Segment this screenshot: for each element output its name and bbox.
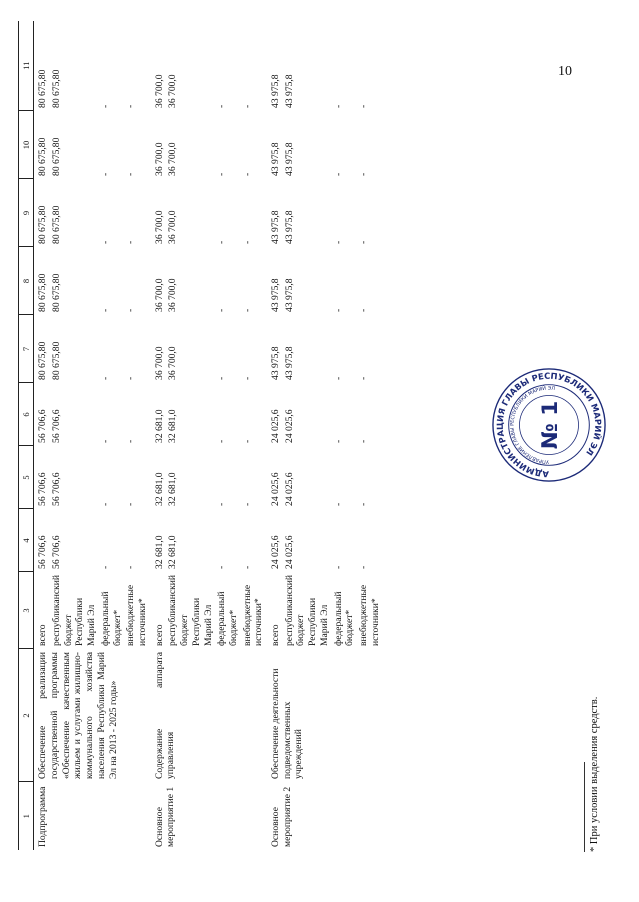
- value-cell: -: [241, 376, 253, 380]
- value-cell: 24 025,6: [270, 409, 282, 443]
- section-type: Основное мероприятие 2: [270, 786, 293, 847]
- value-cell: -: [332, 104, 344, 108]
- row-label: федеральный бюджет*: [332, 591, 356, 646]
- value-cell: 24 025,6: [283, 409, 295, 443]
- value-cell: 32 681,0: [167, 472, 179, 506]
- header-cell: 9: [19, 179, 34, 247]
- value-cell: -: [241, 308, 253, 312]
- row-label: федеральный бюджет*: [216, 591, 239, 646]
- stamp-number: № 1: [537, 400, 563, 450]
- value-cell: -: [357, 376, 369, 380]
- value-cell: 36 700,0: [153, 74, 165, 108]
- value-cell: 24 025,6: [270, 535, 282, 569]
- row-label: внебюджетные источники*: [357, 584, 381, 646]
- value-cell: -: [216, 502, 228, 506]
- value-cell: -: [125, 565, 137, 569]
- row-label: федеральный бюджет*: [99, 591, 123, 646]
- value-cell: 43 975,8: [270, 74, 282, 108]
- value-cell: -: [241, 565, 253, 569]
- table-header-row: [19, 21, 34, 850]
- value-cell: -: [99, 172, 111, 176]
- value-cell: -: [216, 308, 228, 312]
- table-row: [34, 21, 50, 850]
- stamp-inner-text: УПРАВЛЕНИЕ ГЛАВЫ РЕСПУБЛИКИ МАРИЙ ЭЛ: [509, 385, 556, 465]
- header-cell: 8: [19, 247, 34, 315]
- value-cell: 36 700,0: [167, 346, 179, 380]
- footnote: * При условии выделения средств.: [589, 696, 600, 852]
- value-cell: 36 700,0: [167, 210, 179, 244]
- value-cell: -: [241, 172, 253, 176]
- header-cell: 6: [19, 383, 34, 446]
- official-stamp: [490, 366, 608, 484]
- row-label: внебюджетные источники*: [241, 584, 265, 646]
- header-cell: 10: [19, 111, 34, 179]
- value-cell: 56 706,6: [51, 409, 63, 443]
- stamp-ring-text: АДМИНИСТРАЦИЯ ГЛАВЫ РЕСПУБЛИКИ МАРИЙ ЭЛ: [494, 370, 604, 480]
- value-cell: -: [125, 240, 137, 244]
- value-cell: -: [357, 104, 369, 108]
- row-label: всего: [153, 624, 165, 646]
- value-cell: -: [241, 502, 253, 506]
- value-cell: 80 675,80: [37, 341, 49, 380]
- value-cell: 32 681,0: [167, 535, 179, 569]
- value-cell: 43 975,8: [270, 142, 282, 176]
- value-cell: -: [241, 104, 253, 108]
- value-cell: -: [241, 240, 253, 244]
- value-cell: 80 675,80: [51, 69, 63, 108]
- value-cell: 24 025,6: [283, 472, 295, 506]
- value-cell: 36 700,0: [167, 278, 179, 312]
- row-label: всего: [270, 624, 282, 646]
- value-cell: 80 675,80: [51, 273, 63, 312]
- value-cell: -: [99, 240, 111, 244]
- value-cell: 36 700,0: [153, 346, 165, 380]
- value-cell: -: [99, 439, 111, 443]
- section-type: Подпрограмма: [37, 786, 49, 847]
- value-cell: -: [357, 172, 369, 176]
- value-cell: 43 975,8: [270, 346, 282, 380]
- value-cell: 43 975,8: [283, 74, 295, 108]
- value-cell: -: [357, 502, 369, 506]
- value-cell: 32 681,0: [153, 409, 165, 443]
- row-label: всего: [37, 624, 49, 646]
- header-cell: 2: [19, 649, 34, 782]
- value-cell: -: [357, 439, 369, 443]
- value-cell: 36 700,0: [167, 74, 179, 108]
- value-cell: 36 700,0: [153, 210, 165, 244]
- value-cell: 32 681,0: [167, 409, 179, 443]
- value-cell: -: [216, 376, 228, 380]
- value-cell: -: [216, 172, 228, 176]
- value-cell: -: [332, 172, 344, 176]
- value-cell: 80 675,80: [37, 205, 49, 244]
- value-cell: -: [125, 308, 137, 312]
- table-row: [266, 21, 283, 850]
- value-cell: -: [125, 439, 137, 443]
- value-cell: 80 675,80: [37, 273, 49, 312]
- value-cell: -: [357, 308, 369, 312]
- value-cell: 36 700,0: [153, 142, 165, 176]
- value-cell: 36 700,0: [167, 142, 179, 176]
- value-cell: -: [332, 502, 344, 506]
- value-cell: 43 975,8: [270, 210, 282, 244]
- value-cell: -: [99, 565, 111, 569]
- value-cell: -: [216, 104, 228, 108]
- value-cell: 80 675,80: [51, 341, 63, 380]
- page-number: 10: [558, 64, 572, 79]
- table-row: [150, 21, 167, 850]
- value-cell: 80 675,80: [37, 69, 49, 108]
- value-cell: 56 706,6: [37, 472, 49, 506]
- value-cell: 80 675,80: [51, 205, 63, 244]
- header-cell: 5: [19, 446, 34, 509]
- value-cell: -: [357, 565, 369, 569]
- value-cell: -: [216, 565, 228, 569]
- value-cell: 24 025,6: [270, 472, 282, 506]
- header-cell: 1: [19, 782, 34, 850]
- header-cell: 11: [19, 21, 34, 111]
- value-cell: -: [332, 308, 344, 312]
- value-cell: 56 706,6: [51, 535, 63, 569]
- value-cell: 32 681,0: [153, 535, 165, 569]
- value-cell: 56 706,6: [37, 409, 49, 443]
- row-label: республиканский бюджет Республики Марий Эл: [283, 574, 330, 646]
- value-cell: 80 675,80: [51, 137, 63, 176]
- value-cell: -: [357, 240, 369, 244]
- value-cell: -: [125, 172, 137, 176]
- value-cell: 43 975,8: [283, 278, 295, 312]
- value-cell: 43 975,8: [283, 210, 295, 244]
- footnote-divider: [584, 762, 585, 852]
- value-cell: -: [332, 240, 344, 244]
- value-cell: 56 706,6: [51, 472, 63, 506]
- value-cell: 32 681,0: [153, 472, 165, 506]
- value-cell: -: [99, 502, 111, 506]
- value-cell: -: [125, 376, 137, 380]
- value-cell: -: [216, 439, 228, 443]
- value-cell: 24 025,6: [283, 535, 295, 569]
- header-cell: 3: [19, 572, 34, 649]
- row-label: внебюджетные источники*: [125, 584, 148, 646]
- budget-table: [18, 21, 382, 850]
- value-cell: -: [99, 104, 111, 108]
- header-cell: 7: [19, 315, 34, 383]
- value-cell: -: [99, 308, 111, 312]
- value-cell: -: [332, 565, 344, 569]
- value-cell: 56 706,6: [37, 535, 49, 569]
- header-cell: 4: [19, 509, 34, 572]
- value-cell: 80 675,80: [37, 137, 49, 176]
- value-cell: -: [332, 439, 344, 443]
- value-cell: 43 975,8: [270, 278, 282, 312]
- value-cell: -: [125, 502, 137, 506]
- section-title: Обеспечение реализации государственной программы «Обеспечение качественным жильем и услугами жилищно-коммунального хозяйства населения Республики Марий Эл на 2013 - 2025 годы»: [37, 652, 119, 779]
- value-cell: 43 975,8: [283, 346, 295, 380]
- section-title: Содержание аппарата управления: [153, 652, 177, 779]
- row-label: республиканский бюджет Республики Марий Эл: [51, 574, 98, 646]
- value-cell: -: [332, 376, 344, 380]
- value-cell: 36 700,0: [153, 278, 165, 312]
- value-cell: -: [216, 240, 228, 244]
- value-cell: 43 975,8: [283, 142, 295, 176]
- row-label: республиканский бюджет Республики Марий Эл: [167, 574, 214, 646]
- value-cell: -: [125, 104, 137, 108]
- section-type: Основное мероприятие 1: [153, 786, 177, 847]
- value-cell: -: [241, 439, 253, 443]
- section-title: Обеспечение деятельности подведомственных учреждений: [270, 668, 305, 779]
- value-cell: -: [99, 376, 111, 380]
